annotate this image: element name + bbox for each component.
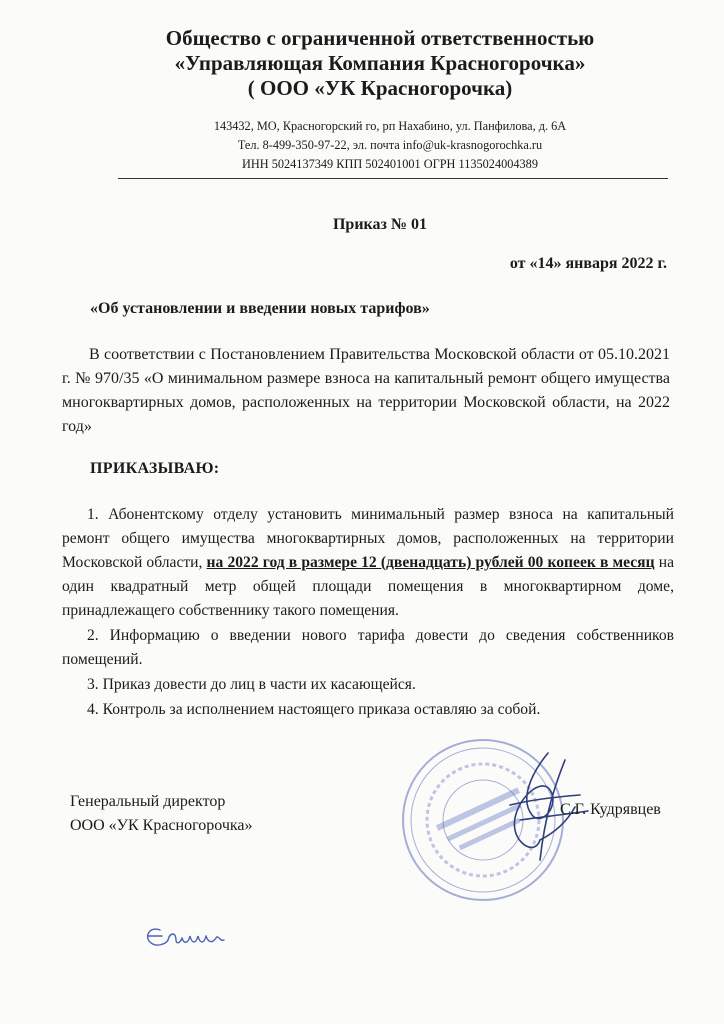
org-address: 143432, МО, Красногорский го, рп Нахабино, ул. Панфилова, д. 6А <box>213 119 567 133</box>
org-contacts: Тел. 8-499-350-97-22, эл. почта info@uk-krasnogorochka.ru <box>237 138 543 152</box>
signatory-title <box>70 790 253 838</box>
order-item-3: 3. Приказ довести до лиц в части их касающейся. <box>87 676 416 693</box>
order-items <box>62 503 674 723</box>
signatory-company: ООО «УК Красногорочка» <box>70 817 253 834</box>
header-divider <box>118 178 668 179</box>
order-item-4: 4. Контроль за исполнением настоящего приказа оставляю за собой. <box>87 701 541 718</box>
org-registration: ИНН 5024137349 КПП 502401001 ОГРН 1135024004389 <box>242 157 538 171</box>
organization-details <box>120 117 660 174</box>
org-name-line-1: Общество с ограниченной ответственностью <box>165 26 595 50</box>
signatory-name: С.Г. Кудрявцев <box>560 801 661 818</box>
signatory-position: Генеральный директор <box>70 793 226 810</box>
organization-name <box>80 26 680 101</box>
order-item-1-tariff: на 2022 год в размере 12 (двенадцать) рублей 00 копеек в месяц <box>206 554 655 571</box>
order-date: от «14» января 2022 г. <box>509 255 667 272</box>
order-number: Приказ № 01 <box>332 216 428 233</box>
order-subject: «Об установлении и введении новых тарифов» <box>90 300 430 317</box>
order-item-1-text-start: 1. Абонентскому отделу установить минимальный размер взноса на капитальный ремонт общего имущества многоквартирных домов, расположенных на территории Московской области, <box>62 506 674 571</box>
handwritten-initials <box>140 918 230 958</box>
order-item-1 <box>62 503 674 623</box>
order-heading: ПРИКАЗЫВАЮ: <box>90 460 220 477</box>
order-item-1-text-end: на один квадратный метр общей площади помещения в многоквартирном доме, принадлежащего собственнику такого помещения. <box>62 554 674 619</box>
org-name-line-2: «Управляющая Компания Красногорочка» <box>174 51 586 75</box>
order-preamble: В соответствии с Постановлением Правительства Московской области от 05.10.2021 г. № 970/35 «О минимальном размере взноса на капитальный ремонт общего имущества многоквартирных домов, расположенных на территории Московской области, на 2022 год» <box>62 346 670 435</box>
order-item-2: 2. Информацию о введении нового тарифа довести до сведения собственников помещений. <box>62 627 674 668</box>
org-name-line-3: ( ООО «УК Красногорочка) <box>247 76 513 100</box>
